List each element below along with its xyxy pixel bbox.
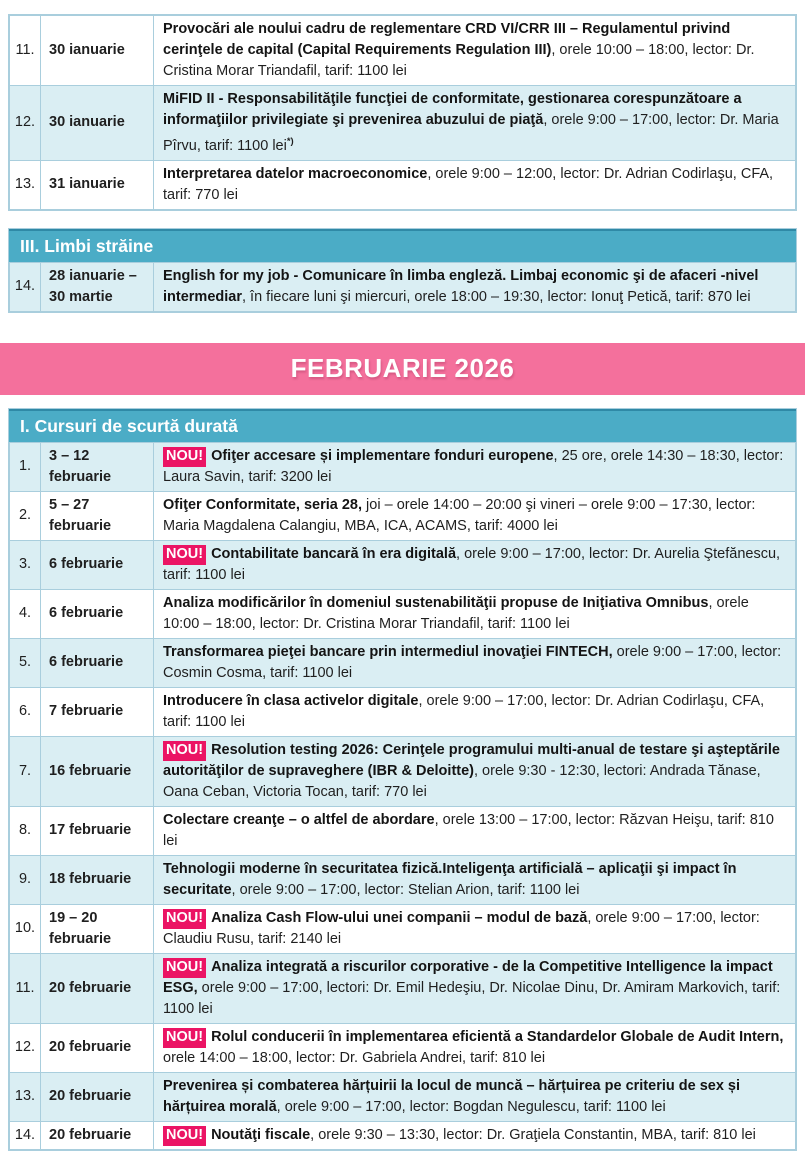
table-rows xyxy=(9,15,796,210)
row-number: 7. xyxy=(10,736,41,806)
table-row xyxy=(10,16,796,86)
course-details: , orele 9:00 – 17:00, lector: Stelian Arion, tarif: 1100 lei xyxy=(231,881,580,898)
table-row xyxy=(10,589,796,638)
table-row xyxy=(10,540,796,589)
section-header-cursuri-scurta-durata: I. Cursuri de scurtă durată xyxy=(9,409,796,442)
course-details: orele 9:00 – 17:00, lector: Cosmin Cosma, tarif: 1100 lei xyxy=(163,643,782,681)
course-title: Introducere în clasa activelor digitale xyxy=(163,692,419,709)
course-date: 20 februarie xyxy=(41,1072,154,1121)
course-date: 28 ianuarie – 30 martie xyxy=(41,262,154,311)
nou-badge: NOU! xyxy=(163,447,206,467)
course-description xyxy=(154,262,796,311)
month-banner: FEBRUARIE 2026 xyxy=(0,343,805,395)
course-title: MiFID II - Responsabilităţile funcţiei de conformitate, gestionarea corespunzătoare a informaţiilor privilegiate şi prevenirea abuzului de piaţă xyxy=(163,91,742,128)
row-number: 13. xyxy=(10,160,41,209)
course-details: orele 14:00 – 18:00, lector: Dr. Gabriela Andrei, tarif: 810 lei xyxy=(163,1049,546,1066)
course-details: , orele 10:00 – 18:00, lector: Dr. Cristina Morar Triandafil, tarif: 1100 lei xyxy=(163,594,749,632)
course-details: , orele 9:00 – 17:00, lector: Dr. Aurelia Ştefănescu, tarif: 1100 lei xyxy=(163,545,781,583)
table-row xyxy=(10,1121,796,1149)
course-date: 17 februarie xyxy=(41,806,154,855)
table-foreign-languages xyxy=(8,228,797,313)
row-number: 9. xyxy=(10,855,41,904)
course-details: , orele 9:00 – 17:00, lector: Bogdan Negulescu, tarif: 1100 lei xyxy=(276,1098,666,1115)
row-number: 13. xyxy=(10,1072,41,1121)
course-date: 6 februarie xyxy=(41,589,154,638)
course-details: , orele 9:00 – 17:00, lector: Dr. Adrian Codirlaşu, CFA, tarif: 1100 lei xyxy=(163,692,765,730)
course-title: Tehnologii moderne în securitatea fizică.Inteligenţa artificială – aplicaţii şi impact în securitate xyxy=(163,860,737,898)
course-description xyxy=(154,86,796,161)
course-title: Analiza Cash Flow-ului unei companii – modul de bază xyxy=(211,909,588,926)
course-date: 20 februarie xyxy=(41,953,154,1023)
row-number: 8. xyxy=(10,806,41,855)
course-details: , orele 9:00 – 17:00, lector: Claudiu Rusu, tarif: 2140 lei xyxy=(163,909,760,947)
course-details: , 25 ore, orele 14:30 – 18:30, lector: Laura Savin, tarif: 3200 lei xyxy=(163,447,784,485)
course-details: joi – orele 14:00 – 20:00 şi vineri – orele 9:00 – 17:30, lector: Maria Magdalena Calangiu, MBA, ICA, ACAMS, tarif: 4000 lei xyxy=(163,496,756,534)
course-title: Provocări ale noului cadru de reglementare CRD VI/CRR III – Regulamentul privind cerinţele de capital (Capital Requirements Regulation III) xyxy=(163,21,731,58)
row-number: 12. xyxy=(10,86,41,161)
course-description xyxy=(154,16,796,86)
table-row xyxy=(10,904,796,953)
row-number: 3. xyxy=(10,540,41,589)
course-title: Analiza modificărilor în domeniul sustenabilităţii propuse de Iniţiativa Omnibus xyxy=(163,594,709,611)
row-number: 12. xyxy=(10,1023,41,1072)
course-description xyxy=(154,540,796,589)
course-details: , orele 9:30 – 13:30, lector: Dr. Graţiela Constantin, MBA, tarif: 810 lei xyxy=(310,1126,756,1143)
table-rows xyxy=(9,442,796,1150)
course-details: , orele 9:00 – 17:00, lector: Dr. Maria Pîrvu, tarif: 1100 lei xyxy=(163,112,779,154)
table-row xyxy=(10,638,796,687)
course-description xyxy=(154,638,796,687)
section-header-limbi-straine: III. Limbi străine xyxy=(9,229,796,262)
course-date: 20 februarie xyxy=(41,1023,154,1072)
table-row xyxy=(10,442,796,491)
course-date: 7 februarie xyxy=(41,687,154,736)
row-number: 6. xyxy=(10,687,41,736)
course-description xyxy=(154,1121,796,1149)
table-row xyxy=(10,855,796,904)
course-description xyxy=(154,855,796,904)
course-date: 19 – 20 februarie xyxy=(41,904,154,953)
course-title: Contabilitate bancară în era digitală xyxy=(211,545,457,562)
nou-badge: NOU! xyxy=(163,958,206,978)
course-description xyxy=(154,442,796,491)
course-description xyxy=(154,736,796,806)
table-row xyxy=(10,491,796,540)
course-title: Resolution testing 2026: Cerinţele programului multi-anual de testare şi aşteptările autorităţilor de supraveghere (IBR & Deloitte) xyxy=(163,741,780,779)
course-date: 20 februarie xyxy=(41,1121,154,1149)
course-date: 18 februarie xyxy=(41,855,154,904)
table-row xyxy=(10,1023,796,1072)
course-description xyxy=(154,491,796,540)
course-details: , orele 13:00 – 17:00, lector: Răzvan Heişu, tarif: 810 lei xyxy=(163,811,774,849)
course-title: Interpretarea datelor macroeconomice xyxy=(163,165,428,182)
row-number: 11. xyxy=(10,16,41,86)
course-date: 3 – 12 februarie xyxy=(41,442,154,491)
table-row xyxy=(10,86,796,161)
table-row xyxy=(10,1072,796,1121)
course-date: 30 ianuarie xyxy=(41,16,154,86)
footnote-marker: *) xyxy=(286,136,294,147)
course-title: Ofiţer accesare și implementare fonduri europene xyxy=(211,447,554,464)
table-january-short-courses xyxy=(8,14,797,211)
course-details: orele 9:00 – 17:00, lectori: Dr. Emil Hedeşiu, Dr. Nicolae Dinu, Dr. Amiram Markovich, tarif: 1100 lei xyxy=(163,979,781,1017)
course-description xyxy=(154,806,796,855)
course-description xyxy=(154,589,796,638)
nou-badge: NOU! xyxy=(163,545,206,565)
nou-badge: NOU! xyxy=(163,741,206,761)
row-number: 10. xyxy=(10,904,41,953)
course-title: Transformarea pieţei bancare prin intermediul inovaţiei FINTECH, xyxy=(163,643,613,660)
course-description xyxy=(154,687,796,736)
course-description xyxy=(154,1023,796,1072)
row-number: 2. xyxy=(10,491,41,540)
nou-badge: NOU! xyxy=(163,1028,206,1048)
course-description xyxy=(154,1072,796,1121)
course-date: 31 ianuarie xyxy=(41,160,154,209)
course-description xyxy=(154,160,796,209)
row-number: 1. xyxy=(10,442,41,491)
course-date: 6 februarie xyxy=(41,540,154,589)
nou-badge: NOU! xyxy=(163,1126,206,1146)
table-february-short-courses xyxy=(8,408,797,1151)
course-title: English for my job - Comunicare în limba engleză. Limbaj economic şi de afaceri -nivel intermediar xyxy=(163,267,759,305)
course-date: 6 februarie xyxy=(41,638,154,687)
row-number: 14. xyxy=(10,1121,41,1149)
course-description xyxy=(154,953,796,1023)
course-title: Analiza integrată a riscurilor corporative - de la Competitive Intelligence la impact ESG, xyxy=(163,958,773,996)
course-date: 5 – 27 februarie xyxy=(41,491,154,540)
course-details: , orele 10:00 – 18:00, lector: Dr. Cristina Morar Triandafil, tarif: 1100 lei xyxy=(163,42,755,79)
course-title: Noutăţi fiscale xyxy=(211,1126,311,1143)
table-row xyxy=(10,262,796,311)
course-details: , în fiecare luni şi miercuri, orele 18:00 – 19:30, lector: Ionuţ Petică, tarif: 870 lei xyxy=(241,288,751,305)
course-date: 30 ianuarie xyxy=(41,86,154,161)
row-number: 14. xyxy=(10,262,41,311)
nou-badge: NOU! xyxy=(163,909,206,929)
course-description xyxy=(154,904,796,953)
table-row xyxy=(10,736,796,806)
course-details: , orele 9:00 – 12:00, lector: Dr. Adrian Codirlaşu, CFA, tarif: 770 lei xyxy=(163,165,774,203)
course-title: Rolul conducerii în implementarea eficientă a Standardelor Globale de Audit Intern, xyxy=(211,1028,784,1045)
course-title: Prevenirea și combaterea hărțuirii la locul de muncă – hărțuirea pe criteriu de sex și hărțuirea morală xyxy=(163,1077,741,1115)
row-number: 11. xyxy=(10,953,41,1023)
table-row xyxy=(10,687,796,736)
table-row xyxy=(10,953,796,1023)
course-date: 16 februarie xyxy=(41,736,154,806)
table-rows xyxy=(9,262,796,312)
table-row xyxy=(10,806,796,855)
row-number: 4. xyxy=(10,589,41,638)
course-title: Colectare creanţe – o altfel de abordare xyxy=(163,811,435,828)
table-row xyxy=(10,160,796,209)
row-number: 5. xyxy=(10,638,41,687)
course-details: , orele 9:30 - 12:30, lectori: Andrada Tănase, Oana Ceban, Victoria Tocan, tarif: 770 lei xyxy=(163,762,761,800)
course-title: Ofiţer Conformitate, seria 28, xyxy=(163,496,363,513)
